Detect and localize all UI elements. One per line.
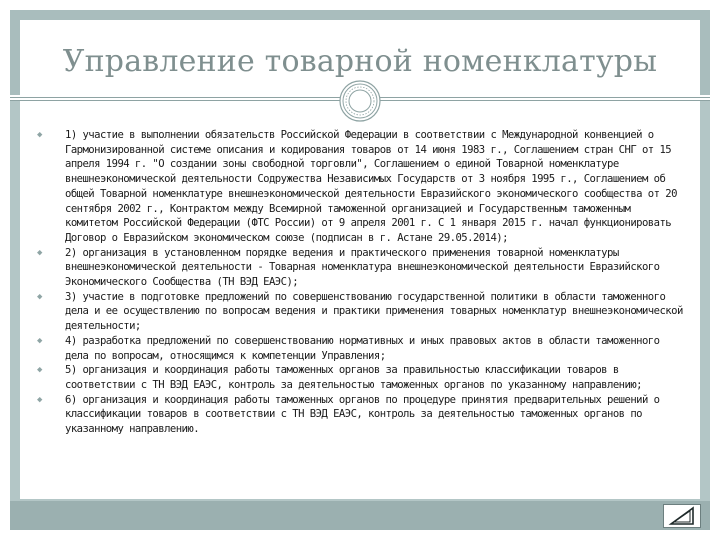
diamond-bullet-icon: ◆ bbox=[37, 365, 42, 376]
bullet-text: 6) организация и координация работы таможенных органов по процедуре принятия предварительных решений о классификации товаров в соответствии с ТН ВЭД ЕАЭС, контроль за деятельностью таможенных органов по указанному направлению. bbox=[65, 393, 660, 436]
bullet-item-4 bbox=[37, 334, 687, 363]
bullet-item-6 bbox=[37, 393, 687, 437]
bullet-item-5 bbox=[37, 363, 687, 392]
bullet-text: 4) разработка предложений по совершенствованию нормативных и иных правовых актов в области таможенного дела по вопросам, относящимся к компетенции Управления; bbox=[65, 334, 660, 362]
bullet-item-1 bbox=[37, 128, 687, 246]
bullet-item-3 bbox=[37, 290, 687, 334]
next-slide-button[interactable] bbox=[663, 504, 701, 528]
bullet-text: 5) организация и координация работы таможенных органов за правильностью классификации товаров в соответствии с ТН ВЭД ЕАЭС, контроль за деятельностью таможенных органов по указанному направлению; bbox=[65, 364, 642, 391]
bullet-item-2 bbox=[37, 246, 687, 290]
content-frame bbox=[10, 101, 710, 501]
diamond-bullet-icon: ◆ bbox=[37, 130, 42, 140]
circle-ornament-icon bbox=[339, 80, 381, 122]
bullet-text: 3) участие в подготовке предложений по совершенствованию государственной политики в области таможенного дела и ее осуществлению по вопросам ведения и практики применения товарных номенклатур внешнеэкономической деятельности; bbox=[65, 290, 683, 333]
content-panel bbox=[20, 101, 700, 499]
bullet-text: 2) организация в установленном порядке ведения и практического применения товарной номенклатуры внешнеэкономической деятельности - Товарная номенклатура внешнеэкономической деятельности Евразийского Экономического Сообщества (ТН ВЭД ЕАЭС); bbox=[65, 246, 660, 289]
bullet-text: 1) участие в выполнении обязательств Российской Федерации в соответствии с Международной конвенцией о Гармонизированной системе описания и кодирования товаров от 14 июня 1983 г., Соглашением стран СНГ от 15 апреля 1994 г. "О создании зоны свободной торговли", Соглашением о единой Товарной номенклатуре внешнеэкономической деятельности Содружества Независимых Государств от 3 ноября 1995 г., Соглашением об общей Товарной номенклатуре внешнеэкономической деятельности Евразийского экономического сообщества от 20 сентября 2002 г., Контрактом между Всемирной таможенной организацией и Государственным таможенным комитетом Российской Федерации (ФТС России) от 9 апреля 2001 г. С 1 января 2015 г. начал функционировать Договор о Евразийском экономическом союзе (подписан в г. Астане 29.05.2014); bbox=[65, 129, 677, 244]
diamond-bullet-icon: ◆ bbox=[37, 291, 42, 302]
slide bbox=[10, 10, 710, 530]
bullet-list bbox=[37, 128, 687, 437]
triangle-next-icon bbox=[664, 505, 700, 527]
slide-title: Управление товарной номенклатуры bbox=[62, 44, 658, 79]
diamond-bullet-icon: ◆ bbox=[37, 247, 42, 258]
footer-bar bbox=[10, 501, 710, 530]
diamond-bullet-icon: ◆ bbox=[37, 394, 42, 405]
diamond-bullet-icon: ◆ bbox=[37, 335, 42, 346]
